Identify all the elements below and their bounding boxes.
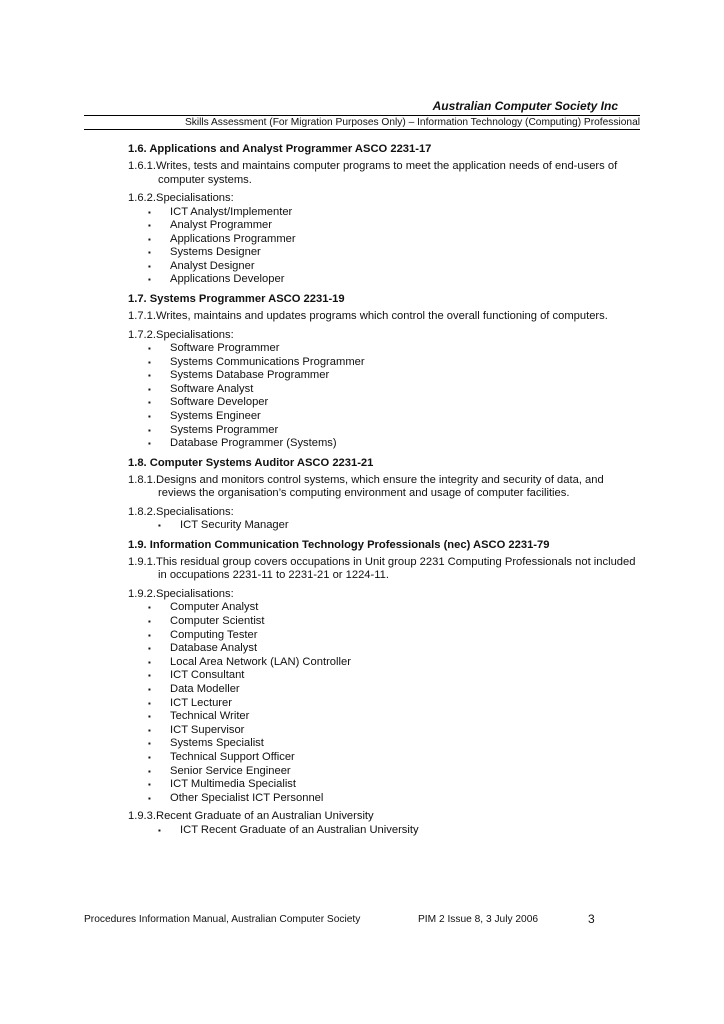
numbered-paragraph: 1.9.3.Recent Graduate of an Australian University	[128, 810, 374, 823]
list-item-text: Database Analyst	[170, 642, 258, 655]
list-item-text: Systems Specialist	[170, 737, 264, 750]
section	[128, 538, 640, 838]
square-bullet-icon: ▪	[158, 521, 161, 531]
list-item-text: Analyst Designer	[170, 259, 255, 272]
numbered-paragraph: 1.7.2.Specialisations:	[128, 328, 234, 341]
square-bullet-icon: ▪	[148, 657, 151, 667]
numbered-paragraph: 1.6.2.Specialisations:	[128, 192, 234, 204]
list-item	[128, 615, 640, 629]
list-item-text: Database Programmer (Systems)	[170, 437, 337, 450]
square-bullet-icon: ▪	[148, 357, 151, 367]
specialisation-list	[128, 519, 640, 533]
list-item-text: Systems Programmer	[170, 423, 279, 436]
list-item-text: ICT Consultant	[170, 669, 245, 682]
list-item	[128, 369, 640, 383]
list-item-text: Local Area Network (LAN) Controller	[170, 655, 351, 668]
list-item-text: Software Developer	[170, 396, 269, 409]
list-item-text: Software Analyst	[170, 382, 254, 395]
section-heading: 1.6. Applications and Analyst Programmer ASCO 2231-17	[128, 143, 432, 155]
square-bullet-icon: ▪	[148, 739, 151, 749]
list-item	[128, 710, 640, 724]
list-item-text: Senior Service Engineer	[170, 764, 291, 777]
numbered-paragraph: 1.8.2.Specialisations:	[128, 505, 234, 518]
section-heading: 1.9. Information Communication Technology Professionals (nec) ASCO 2231-79	[128, 538, 550, 551]
square-bullet-icon: ▪	[148, 671, 151, 681]
square-bullet-icon: ▪	[148, 780, 151, 790]
square-bullet-icon: ▪	[148, 207, 151, 217]
square-bullet-icon: ▪	[148, 412, 151, 422]
square-bullet-icon: ▪	[148, 425, 151, 435]
section	[128, 456, 640, 533]
numbered-paragraph: 1.9.1.This residual group covers occupations in Unit group 2231 Computing Professionals not included in occupations 2231-11 to 2231-21 or 1224-11.	[128, 555, 636, 582]
specialisation-list	[128, 342, 640, 451]
list-item	[128, 683, 640, 697]
footer-manual-title: Procedures Information Manual, Australian Computer Society	[84, 914, 361, 925]
list-item-text: Systems Engineer	[170, 410, 261, 423]
list-item	[128, 260, 640, 274]
list-item-text: ICT Analyst/Implementer	[170, 205, 293, 218]
specialisation-list	[128, 824, 640, 838]
square-bullet-icon: ▪	[148, 630, 151, 640]
square-bullet-icon: ▪	[148, 248, 151, 258]
list-item	[128, 233, 640, 247]
list-item-text: Technical Writer	[170, 710, 250, 723]
square-bullet-icon: ▪	[148, 603, 151, 613]
list-item-text: ICT Security Manager	[180, 519, 289, 532]
square-bullet-icon: ▪	[148, 617, 151, 626]
footer-issue-date: PIM 2 Issue 8, 3 July 2006	[418, 914, 539, 925]
list-item	[128, 656, 640, 670]
list-item	[128, 396, 640, 410]
list-item-text: ICT Supervisor	[170, 723, 245, 736]
list-item	[128, 219, 640, 233]
list-item-text: Computer Scientist	[170, 615, 265, 627]
section-heading: 1.8. Computer Systems Auditor ASCO 2231-21	[128, 456, 374, 469]
list-item-text: Systems Database Programmer	[170, 369, 330, 382]
list-item	[128, 437, 640, 451]
list-item	[128, 751, 640, 765]
list-item	[128, 737, 640, 751]
numbered-paragraph: 1.9.2.Specialisations:	[128, 587, 234, 600]
list-item-text: Applications Developer	[170, 273, 285, 286]
square-bullet-icon: ▪	[148, 766, 151, 776]
header-subtitle: Skills Assessment (For Migration Purposes Only) – Information Technology (Computing) Professional	[84, 115, 640, 130]
list-item-text: Analyst Programmer	[170, 219, 272, 232]
square-bullet-icon: ▪	[148, 221, 151, 231]
list-item	[128, 669, 640, 683]
list-item	[128, 778, 640, 792]
square-bullet-icon: ▪	[148, 752, 151, 762]
list-item	[128, 765, 640, 779]
square-bullet-icon: ▪	[148, 344, 151, 354]
square-bullet-icon: ▪	[148, 398, 151, 408]
section	[128, 142, 640, 287]
section-heading: 1.7. Systems Programmer ASCO 2231-19	[128, 293, 345, 306]
page-number: 3	[588, 912, 595, 926]
square-bullet-icon: ▪	[148, 793, 151, 803]
specialisation-list	[128, 206, 640, 288]
list-item-text: Software Programmer	[170, 342, 280, 355]
list-item	[128, 519, 640, 533]
list-item	[128, 246, 640, 260]
square-bullet-icon: ▪	[148, 371, 151, 381]
list-item	[128, 424, 640, 438]
header-title: Australian Computer Society Inc	[432, 99, 618, 113]
square-bullet-icon: ▪	[148, 712, 151, 722]
list-item	[128, 356, 640, 370]
document-body	[128, 142, 640, 842]
list-item-text: Data Modeller	[170, 682, 240, 695]
list-item-text: Computing Tester	[170, 628, 258, 641]
list-item	[128, 273, 640, 287]
square-bullet-icon: ▪	[158, 825, 161, 835]
list-item	[128, 629, 640, 643]
square-bullet-icon: ▪	[148, 261, 151, 271]
section	[128, 292, 640, 451]
list-item	[128, 206, 640, 220]
square-bullet-icon: ▪	[148, 684, 151, 694]
list-item-text: ICT Lecturer	[170, 696, 232, 709]
list-item	[128, 642, 640, 656]
numbered-paragraph: 1.7.1.Writes, maintains and updates programs which control the overall functioning of computers.	[128, 310, 608, 323]
list-item	[128, 410, 640, 424]
square-bullet-icon: ▪	[148, 275, 151, 285]
square-bullet-icon: ▪	[148, 234, 151, 244]
numbered-paragraph: 1.6.1.Writes, tests and maintains computer programs to meet the application needs of end-users of computer systems.	[128, 160, 618, 186]
list-item	[128, 724, 640, 738]
list-item	[128, 342, 640, 356]
square-bullet-icon: ▪	[148, 698, 151, 708]
list-item-text: Technical Support Officer	[170, 750, 295, 763]
list-item-text: ICT Recent Graduate of an Australian University	[180, 823, 419, 836]
list-item-text: Systems Communications Programmer	[170, 355, 365, 368]
square-bullet-icon: ▪	[148, 384, 151, 394]
square-bullet-icon: ▪	[148, 644, 151, 654]
list-item	[128, 601, 640, 615]
list-item	[128, 697, 640, 711]
specialisation-list	[128, 601, 640, 805]
list-item-text: Computer Analyst	[170, 601, 259, 614]
list-item-text: ICT Multimedia Specialist	[170, 778, 297, 791]
list-item	[128, 383, 640, 397]
list-item-text: Other Specialist ICT Personnel	[170, 791, 324, 804]
list-item	[128, 792, 640, 806]
square-bullet-icon: ▪	[148, 725, 151, 735]
list-item	[128, 824, 640, 838]
square-bullet-icon: ▪	[148, 439, 151, 449]
list-item-text: Systems Designer	[170, 246, 261, 259]
numbered-paragraph: 1.8.1.Designs and monitors control systems, which ensure the integrity and security of data, and reviews the organisation’s computing environment and usage of computer facilities.	[128, 473, 604, 500]
list-item-text: Applications Programmer	[170, 232, 296, 245]
